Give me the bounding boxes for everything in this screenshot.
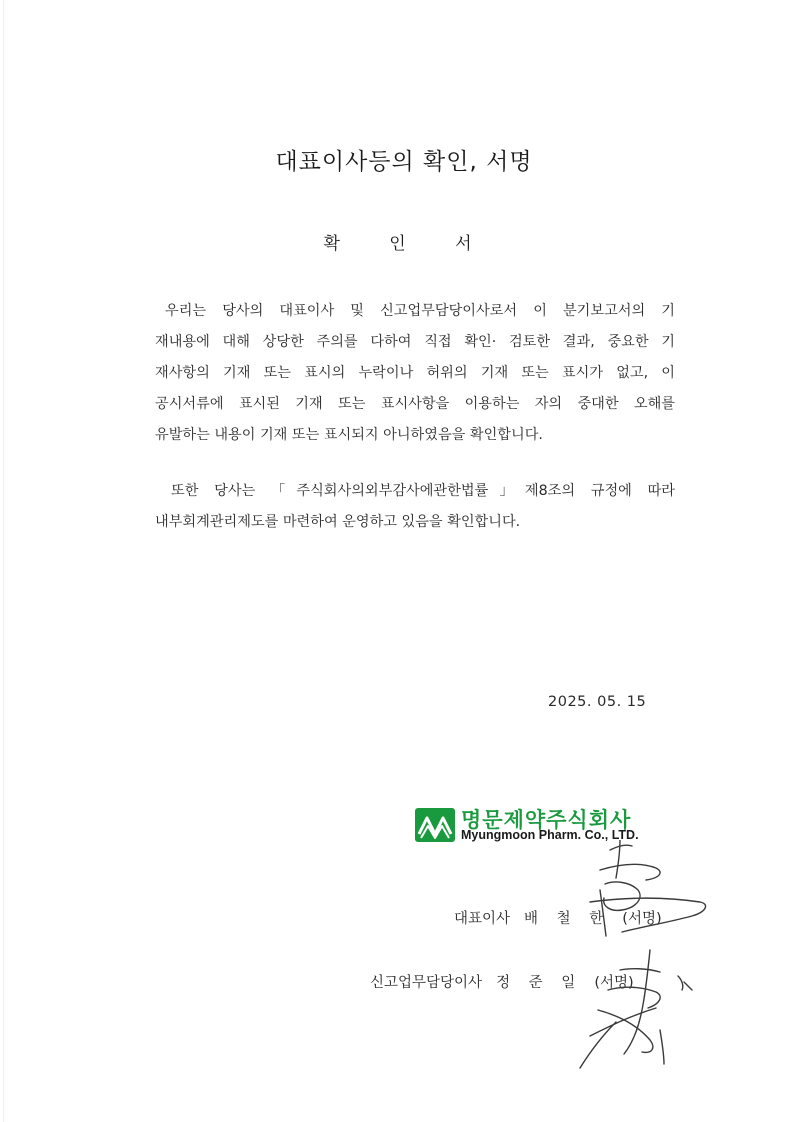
document-date: 2025. 05. 15 xyxy=(548,694,647,710)
company-name-korean: 명문제약주식회사 xyxy=(461,808,632,832)
internal-control-paragraph xyxy=(155,476,675,538)
officer-name: 정 준 일 xyxy=(496,975,583,991)
paragraph-line: 내부회계관리제도를 마련하여 운영하고 있음을 확인합니다. xyxy=(155,514,521,530)
paragraph-line: 공시서류에 표시된 기재 또는 표시사항을 이용하는 자의 중대한 오해를 xyxy=(155,396,675,412)
confirmation-paragraph xyxy=(155,296,675,451)
document-title: 대표이사등의 확인, 서명 xyxy=(275,149,533,175)
company-logo xyxy=(415,806,655,846)
paragraph-line: 재내용에 대해 상당한 주의를 다하여 직접 확인· 검토한 결과, 중요한 기 xyxy=(155,334,675,350)
officer-signature-line xyxy=(370,971,634,992)
paragraph-line: 또한 당사는 「주식회사의외부감사에관한법률」제8조의 규정에 따라 xyxy=(171,483,675,499)
ceo-signature-line xyxy=(454,907,662,928)
paragraph-line: 재사항의 기재 또는 표시의 누락이나 허위의 기재 또는 표시가 없고, 이 xyxy=(155,365,675,381)
company-logo-icon xyxy=(415,808,455,842)
company-name-english: Myungmoon Pharm. Co., LTD. xyxy=(461,828,639,842)
ceo-name: 배 철 한 xyxy=(524,911,611,927)
document-subtitle: 확 인 서 xyxy=(323,234,494,254)
ceo-sign-label: (서명) xyxy=(622,911,662,927)
officer-title: 신고업무담당이사 xyxy=(370,975,483,991)
ceo-title: 대표이사 xyxy=(454,911,511,927)
paragraph-line: 우리는 당사의 대표이사 및 신고업무담당이사로서 이 분기보고서의 기 xyxy=(165,303,675,319)
handwritten-signatures xyxy=(560,840,730,1080)
paragraph-line: 유발하는 내용이 기재 또는 표시되지 아니하였음을 확인합니다. xyxy=(155,427,543,443)
officer-sign-label: (서명) xyxy=(594,975,634,991)
